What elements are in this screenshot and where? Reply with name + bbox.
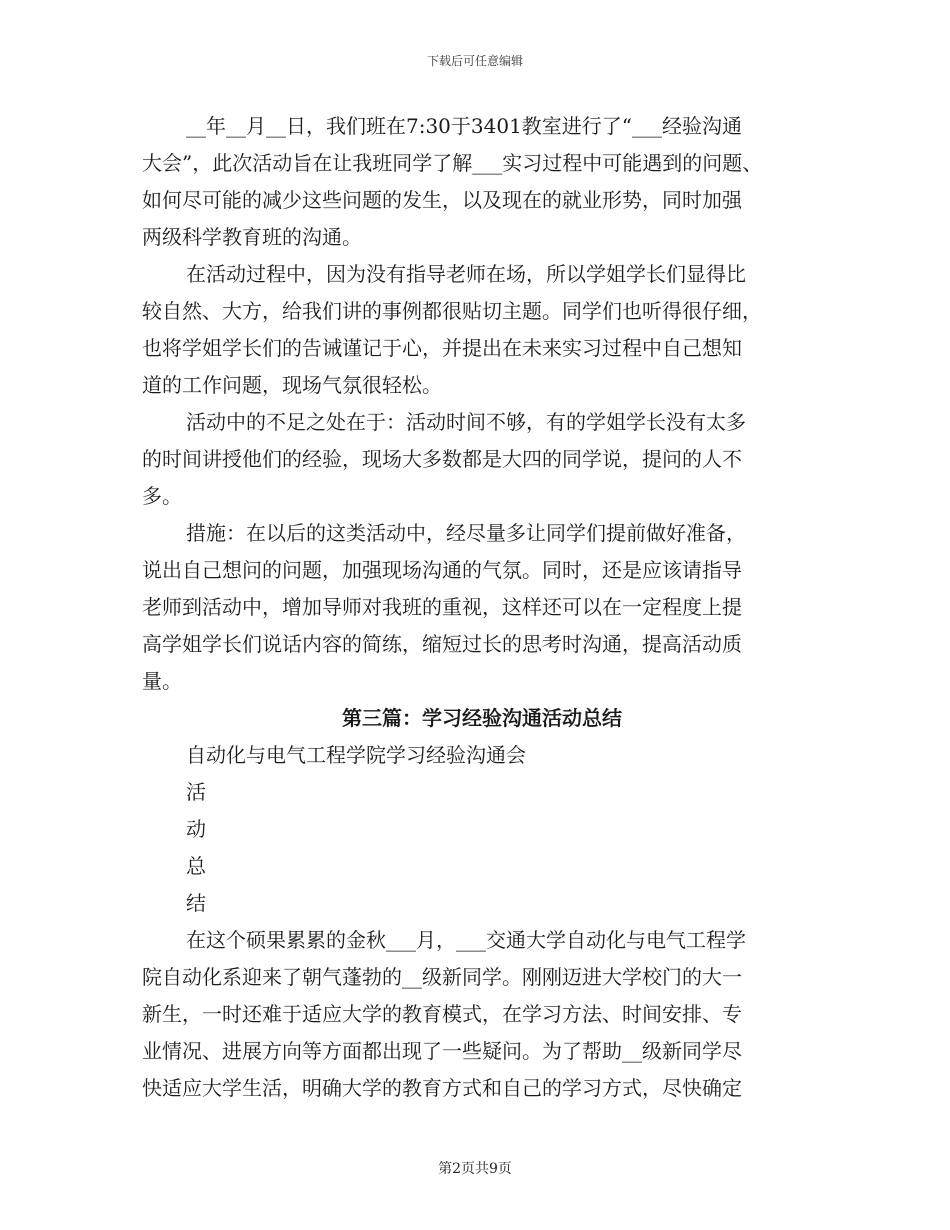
paragraph-1 (142, 108, 822, 256)
subtitle-line: 自动化与电气工程学院学习经验沟通会 (186, 743, 526, 767)
text-line: 院自动化系迎来了朝气蓬勃的__级新同学。刚刚迈进大学校门的大一 (142, 965, 742, 989)
text-line: 在活动过程中，因为没有指导老师在场，所以学姐学长们显得比 (186, 262, 746, 286)
text-line: 两级科学教育班的沟通。 (142, 225, 362, 249)
subtitle-char: 动 (186, 817, 206, 841)
text-line: 道的工作问题，现场气氛很轻松。 (142, 373, 442, 397)
text-line: 在这个硕果累累的金秋___月，___交通大学自动化与电气工程学 (186, 928, 746, 952)
text-line: __年__月__日，我们班在7:30于3401教室进行了“___经验沟通 (186, 114, 743, 138)
text-line: 量。 (142, 669, 182, 693)
text-line: 业情况、进展方向等方面都出现了一些疑问。为了帮助__级新同学尽 (142, 1039, 742, 1063)
paragraph-5 (142, 922, 822, 1107)
text-line: 新生，一时还难于适应大学的教育模式，在学习方法、时间安排、专 (142, 1002, 742, 1026)
paragraph-4 (142, 515, 822, 700)
text-line: 说出自己想问的问题，加强现场沟通的气氛。同时，还是应该请指导 (142, 558, 742, 582)
text-line: 的时间讲授他们的经验，现场大多数都是大四的同学说，提问的人不 (142, 447, 742, 471)
text-line: 较自然、大方，给我们讲的事例都很贴切主题。同学们也听得很仔细， (142, 299, 762, 323)
text-line: 如何尽可能的减少这些问题的发生，以及现在的就业形势，同时加强 (142, 188, 742, 212)
text-line: 也将学姐学长们的告诫谨记于心，并提出在未来实习过程中自己想知 (142, 336, 742, 360)
text-line: 高学姐学长们说话内容的简练，缩短过长的思考时沟通，提高活动质 (142, 632, 742, 656)
text-line: 快适应大学生活，明确大学的教育方式和自己的学习方式，尽快确定 (142, 1076, 742, 1100)
text-line: 多。 (142, 484, 182, 508)
section-title: 第三篇：学习经验沟通活动总结 (342, 706, 622, 730)
document-body (142, 108, 822, 1107)
text-line: 大会”，此次活动旨在让我班同学了解___实习过程中可能遇到的问题、 (142, 151, 763, 175)
subtitle-char: 结 (186, 891, 206, 915)
text-line: 老师到活动中，增加导师对我班的重视，这样还可以在一定程度上提 (142, 595, 742, 619)
subtitle-block (142, 737, 822, 922)
paragraph-3 (142, 404, 822, 515)
text-line: 措施：在以后的这类活动中，经尽量多让同学们提前做好准备， (186, 521, 746, 545)
subtitle-char: 总 (186, 854, 206, 878)
subtitle-char: 活 (186, 780, 206, 804)
page-footer: 第2页共9页 (438, 1161, 512, 1177)
page-header: 下载后可任意编辑 (426, 54, 523, 68)
text-line: 活动中的不足之处在于：活动时间不够，有的学姐学长没有太多 (186, 410, 746, 434)
paragraph-2 (142, 256, 822, 404)
